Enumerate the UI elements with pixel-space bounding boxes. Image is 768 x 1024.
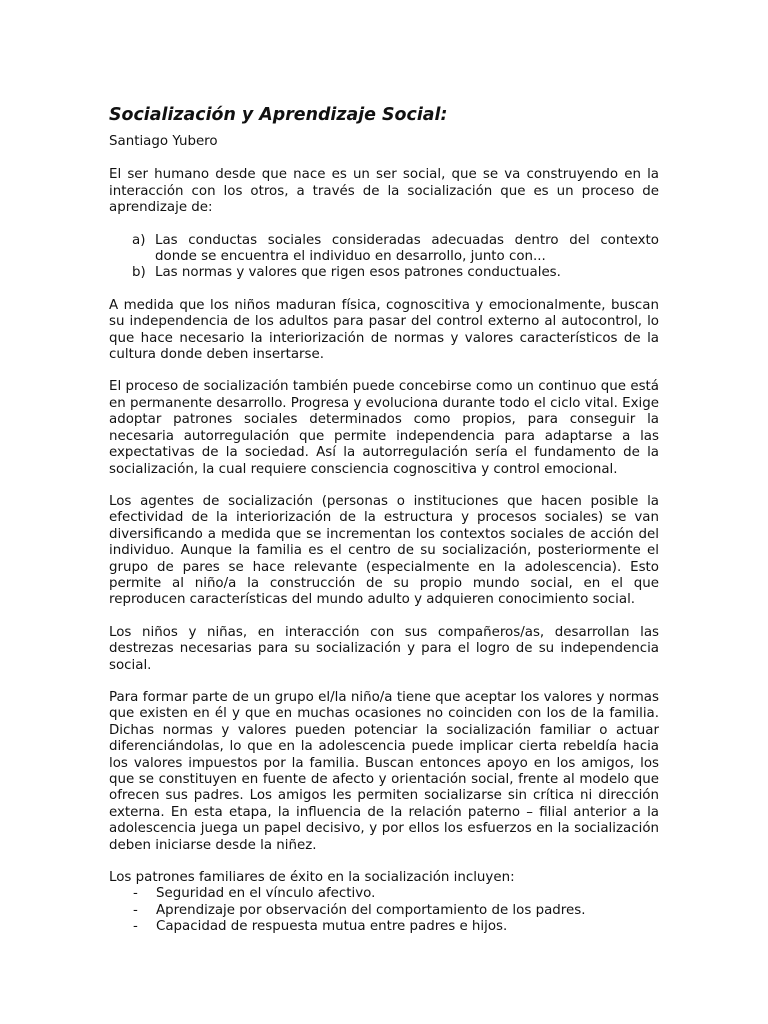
paragraph: El proceso de socialización también puede concebirse como un continuo que está en permanente desarrollo. Progresa y evoluciona durante todo el ciclo vital. Exige adoptar patrones sociales determinados como propios, para conseguir la necesaria autorregulación que permite independencia para adaptarse a las expectativas de la sociedad. Así la autorregulación sería el fundamento de la socialización, la cual requiere consciencia cognoscitiva y control emocional. <box>109 379 659 477</box>
document-title: Socialización y Aprendizaje Social: <box>109 105 448 125</box>
list-item-text: Las conductas sociales consideradas adecuadas dentro del contexto donde se encuentra el individuo en desarrollo, junto con... <box>155 232 659 265</box>
paragraph: Los agentes de socialización (personas o instituciones que hacen posible la efectividad de la interiorización de la estructura y procesos sociales) se van diversificando a medida que se incrementan los contextos sociales de acción del individuo. Aunque la familia es el centro de su socialización, posteriormente el grupo de pares se hace relevante (especialmente en la adolescencia). Esto permite al niño/a la construcción de su propio mundo social, en el que reproducen características del mundo adulto y adquieren conocimiento social. <box>109 493 659 608</box>
document-page <box>109 104 659 936</box>
list-marker: - <box>133 902 138 918</box>
list-item <box>133 903 659 919</box>
paragraph: Para formar parte de un grupo el/la niño/a tiene que aceptar los valores y normas que existen en él y que en muchas ocasiones no coinciden con los de la familia. Dichas normas y valores pueden potenciar la socialización familiar o actuar diferenciándolas, lo que en la adolescencia puede implicar cierta rebeldía hacia los valores impuestos por la familia. Buscan entonces apoyo en los amigos, los que se constituyen en fuente de afecto y orientación social, frente al modelo que ofrecen sus padres. Los amigos les permiten socializarse sin crítica ni dirección externa. En esta etapa, la influencia de la relación paterno – filial anterior a la adolescencia juega un papel decisivo, y por ellos los esfuerzos en la socialización deben iniciarse desde la niñez. <box>109 689 659 853</box>
paragraph: Los niños y niñas, en interacción con sus compañeros/as, desarrollan las destrezas necesarias para su socialización y para el logro de su independencia social. <box>109 624 659 673</box>
list-item <box>132 265 659 281</box>
list-item-text: Las normas y valores que rigen esos patrones conductuales. <box>155 265 561 281</box>
list-item <box>133 919 659 935</box>
list-item-text: Capacidad de respuesta mutua entre padres e hijos. <box>156 919 508 935</box>
list-item-text: Seguridad en el vínculo afectivo. <box>156 886 376 902</box>
alpha-list <box>109 233 659 282</box>
list-item <box>133 886 659 902</box>
list-marker: - <box>133 886 138 902</box>
list-marker: b) <box>132 265 146 281</box>
list-marker: a) <box>132 232 146 248</box>
paragraph: Los patrones familiares de éxito en la socialización incluyen: <box>109 870 515 886</box>
document-author: Santiago Yubero <box>109 134 218 149</box>
list-item-text: Aprendizaje por observación del comportamiento de los padres. <box>156 902 586 918</box>
dash-list <box>109 886 659 935</box>
paragraph: El ser humano desde que nace es un ser social, que se va construyendo en la interacción con los otros, a través de la socialización que es un proceso de aprendizaje de: <box>109 167 659 216</box>
list-item <box>132 233 659 266</box>
paragraph: A medida que los niños maduran física, cognoscitiva y emocionalmente, buscan su independencia de los adultos para pasar del control externo al autocontrol, lo que hace necesario la interiorización de normas y valores característicos de la cultura donde deben insertarse. <box>109 297 659 363</box>
list-marker: - <box>133 919 138 935</box>
